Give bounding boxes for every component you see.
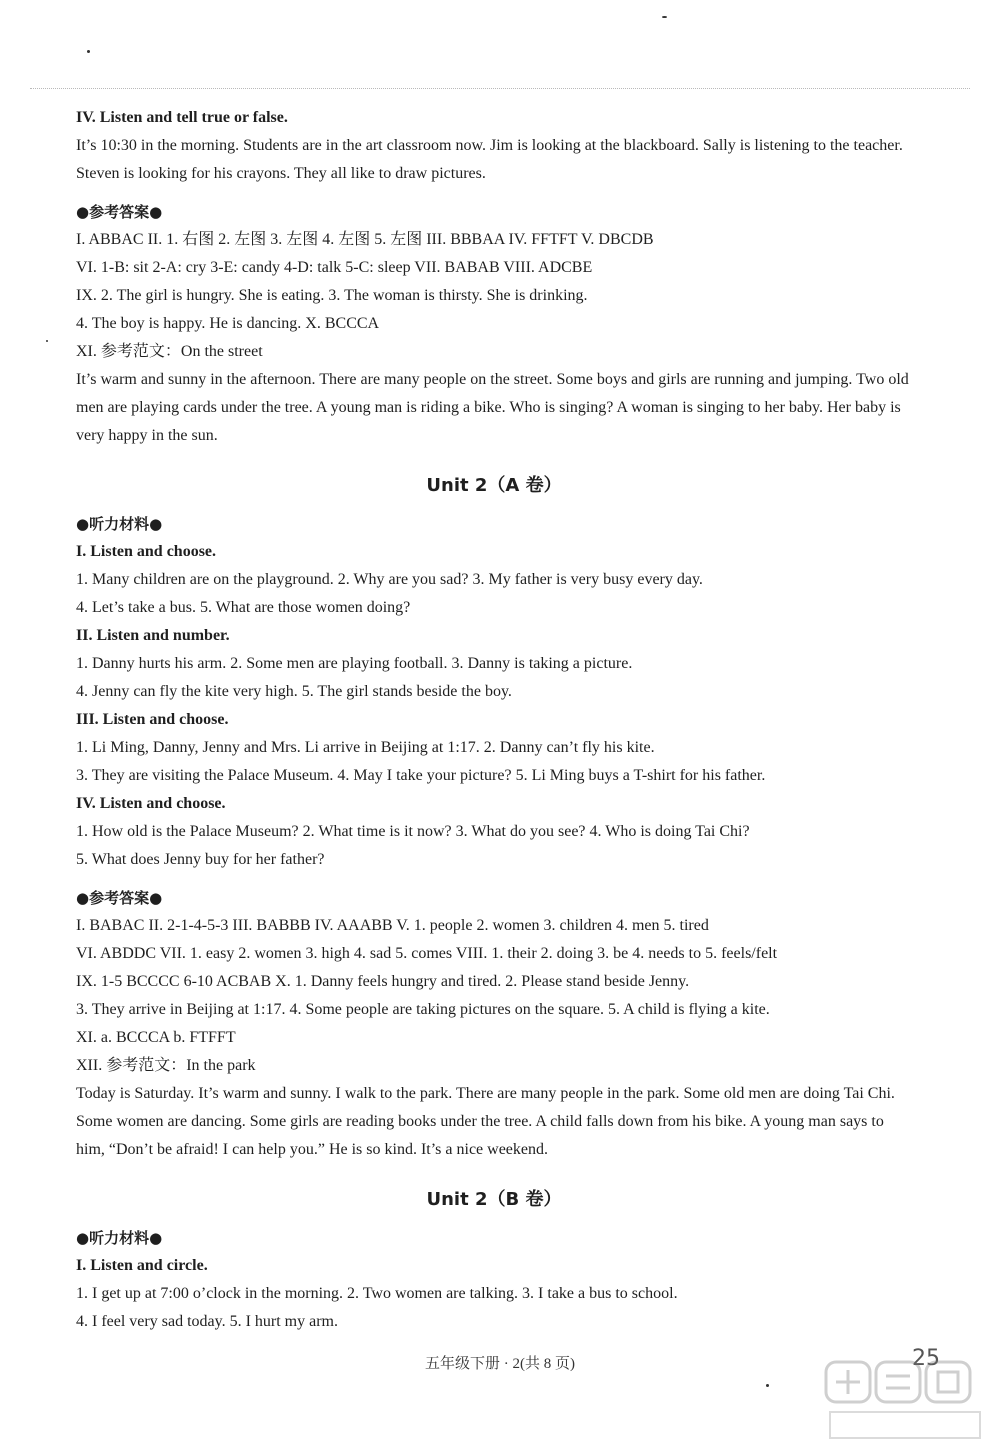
header-dotted-rule <box>30 88 970 89</box>
section-heading: I. Listen and choose. <box>76 543 217 560</box>
text-line: 1. Many children are on the playground. 2. Why are you sad? 3. My father is very busy every day. <box>76 571 703 588</box>
scan-speck <box>87 50 90 53</box>
text-line: XII. 参考范文：In the park <box>76 1057 256 1074</box>
section-heading: IV. Listen and choose. <box>76 795 226 812</box>
section-heading: II. Listen and number. <box>76 627 230 644</box>
scan-speck <box>766 1384 769 1387</box>
text-line: 1. I get up at 7:00 o’clock in the morning. 2. Two women are talking. 3. I take a bus to school. <box>76 1285 678 1302</box>
unit-title: Unit 2（A 卷） <box>426 475 562 496</box>
text-line: 3. They arrive in Beijing at 1:17. 4. Some people are taking pictures on the square. 5. A child is flying a kite. <box>76 1001 770 1018</box>
text-line: IX. 2. The girl is hungry. She is eating. 3. The woman is thirsty. She is drinking. <box>76 287 588 304</box>
section-heading: I. Listen and circle. <box>76 1257 208 1274</box>
text-line: 4. I feel very sad today. 5. I hurt my arm. <box>76 1313 338 1330</box>
text-paragraph: Today is Saturday. It’s warm and sunny. I walk to the park. There are many people in the park. Some old men are doing Tai Chi. Some women are dancing. Some girls are reading books under the tree. A child falls down from his bike. A young man says to him, “Don’t be afraid! I can help you.” He is so kind. It’s a nice weekend. <box>76 1085 895 1158</box>
section-marker: ●参考答案● <box>76 203 163 221</box>
watermark-logo <box>820 1358 990 1442</box>
text-line: XI. 参考范文：On the street <box>76 343 263 360</box>
text-line: 4. Let’s take a bus. 5. What are those women doing? <box>76 599 411 616</box>
section-heading: III. Listen and choose. <box>76 711 229 728</box>
text-line: IX. 1-5 BCCCC 6-10 ACBAB X. 1. Danny feels hungry and tired. 2. Please stand beside Jenny. <box>76 973 690 990</box>
text-line: 3. They are visiting the Palace Museum. 4. May I take your picture? 5. Li Ming buys a T-shirt for his father. <box>76 767 766 784</box>
section-marker: ●听力材料● <box>76 1229 163 1247</box>
text-line: I. BABAC II. 2-1-4-5-3 III. BABBB IV. AAABB V. 1. people 2. women 3. children 4. men 5. tired <box>76 917 709 934</box>
page-footer: 五年级下册 · 2(共 8 页) <box>425 1356 575 1372</box>
text-line: 5. What does Jenny buy for her father? <box>76 851 325 868</box>
text-line: I. ABBAC II. 1. 右图 2. 左图 3. 左图 4. 左图 5. 左图 III. BBBAA IV. FFTFT V. DBCDB <box>76 231 654 248</box>
section-heading: IV. Listen and tell true or false. <box>76 109 288 126</box>
text-line: VI. ABDDC VII. 1. easy 2. women 3. high 4. sad 5. comes VIII. 1. their 2. doing 3. be 4. needs to 5. feels/felt <box>76 945 778 962</box>
answer-document-page <box>76 104 912 1336</box>
text-line: 1. How old is the Palace Museum? 2. What time is it now? 3. What do you see? 4. Who is doing Tai Chi? <box>76 823 750 840</box>
text-paragraph: It’s 10:30 in the morning. Students are in the art classroom now. Jim is looking at the blackboard. Sally is listening to the teacher. Steven is looking for his crayons. They all like to draw pictures. <box>76 137 903 182</box>
text-line: 1. Li Ming, Danny, Jenny and Mrs. Li arrive in Beijing at 1:17. 2. Danny can’t fly his kite. <box>76 739 655 756</box>
text-line: XI. a. BCCCA b. FTFFT <box>76 1029 236 1046</box>
scan-speck <box>662 16 667 18</box>
page-number: 25 <box>912 1346 940 1371</box>
unit-title: Unit 2（B 卷） <box>426 1189 562 1210</box>
text-line: 1. Danny hurts his arm. 2. Some men are playing football. 3. Danny is taking a picture. <box>76 655 633 672</box>
text-line: VI. 1-B: sit 2-A: cry 3-E: candy 4-D: talk 5-C: sleep VII. BABAB VIII. ADCBE <box>76 259 593 276</box>
scan-speck <box>46 340 48 342</box>
section-marker: ●听力材料● <box>76 515 163 533</box>
section-marker: ●参考答案● <box>76 889 163 907</box>
text-line: 4. Jenny can fly the kite very high. 5. The girl stands beside the boy. <box>76 683 512 700</box>
text-line: 4. The boy is happy. He is dancing. X. BCCCA <box>76 315 380 332</box>
text-paragraph: It’s warm and sunny in the afternoon. There are many people on the street. Some boys and girls are running and jumping. Two old men are playing cards under the tree. A young man is riding a bike. Who is singing? A woman is singing to her baby. Her baby is very happy in the sun. <box>76 371 909 444</box>
